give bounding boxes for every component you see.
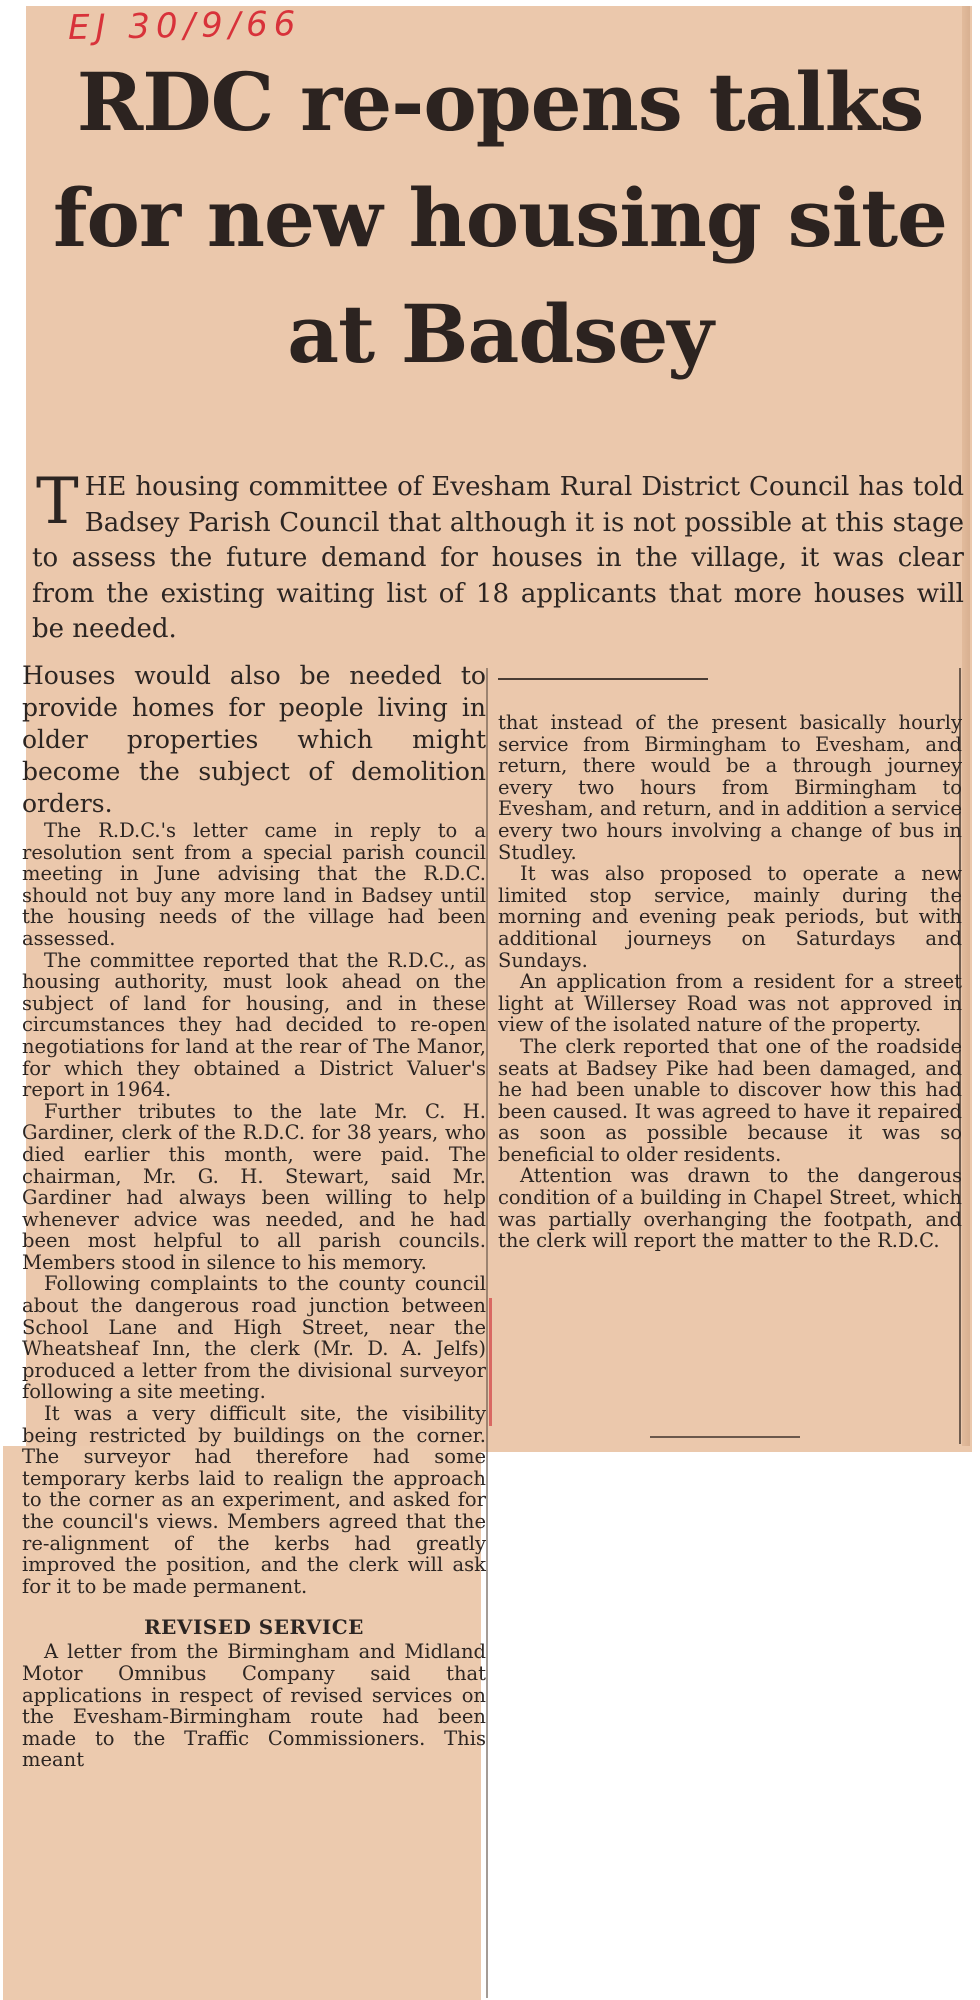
article-paragraph: The clerk reported that one of the roadside seats at Badsey Pike had been damaged, and he had been unable to discover how this had been caused. It was agreed to have it repaired as soon as possible because it was so beneficial to older residents. — [498, 1034, 962, 1166]
article-paragraph: Further tributes to the late Mr. C. H. Gardiner, clerk of the R.D.C. for 38 years, who died earlier this month, were paid. The chairman, Mr. G. H. Stewart, said Mr. Gardiner had always been willing to help whenever advice was needed, and he had been most helpful to all parish councils. Members stood in silence to his memory. — [22, 1099, 486, 1274]
column-rule-bottom — [650, 1436, 800, 1438]
article-paragraph: The committee reported that the R.D.C., as housing authority, must look ahead on the subject of land for housing, and in these circumstances they had decided to re-open negotiations for land at the rear of The Manor, for which they obtained a District Valuer's report in 1964. — [22, 948, 486, 1102]
lead-paragraph: Houses would also be needed to provide homes for people living in older properties which might become the subject of demolition orders. — [22, 661, 486, 818]
article-paragraph: The R.D.C.'s letter came in reply to a resolution sent from a special parish council meeting in June advising that the R.D.C. should not buy any more land in Badsey until the housing needs of the village had been assessed. — [22, 819, 486, 950]
article-paragraph: It was a very difficult site, the visibility being restricted by buildings on the corner. The surveyor had therefore had some temporary kerbs laid to realign the approach to the corner as an experiment, and asked for the council's views. Members agreed that the re-alignment of the kerbs had greatly improved the position, and the clerk will ask for it to be made permanent. — [22, 1402, 486, 1598]
drop-cap: T — [36, 465, 79, 539]
right-column — [498, 712, 962, 1252]
intro-paragraph — [32, 465, 964, 648]
red-margin-mark — [489, 1298, 492, 1426]
headline: RDC re-opens talks for new housing site at Badsey — [53, 55, 947, 381]
article-paragraph: that instead of the present basically hourly service from Birmingham to Evesham, and return, there would be a through journey every two hours from Birmingham to Evesham, and return, and in addition a service every two hours involving a change of bus in Studley. — [498, 711, 962, 864]
handwritten-annotation: EJ 30/9/66 — [67, 3, 302, 49]
column-divider — [486, 668, 488, 1998]
left-column — [22, 660, 486, 1771]
article-paragraph: It was also proposed to operate a new limited stop service, mainly during the morning and evening peak periods, but with additional journeys on Saturdays and Sundays. — [498, 862, 962, 972]
article-paragraph: A letter from the Birmingham and Midland Motor Omnibus Company said that applications in respect of revised services on the Evesham-Birmingham route had been made to the Traffic Commissioners. This meant — [22, 1640, 486, 1772]
article-paragraph: Following complaints to the county council about the dangerous road junction between School Lane and High Street, near the Wheatsheaf Inn, the clerk (Mr. D. A. Jelfs) produced a letter from the divisional surveyor following a site meeting. — [22, 1272, 486, 1404]
article-paragraph: Attention was drawn to the dangerous condition of a building in Chapel Street, which was partially overhanging the footpath, and the clerk will report the matter to the R.D.C. — [498, 1164, 962, 1253]
intro-text: HE housing committee of Evesham Rural District Council has told Badsey Parish Council that although it is not possible at this stage to assess the future demand for houses in the village, it was clear from the existing waiting list of 18 applicants that more houses will be needed. — [32, 472, 964, 644]
subheading: REVISED SERVICE — [144, 1615, 364, 1640]
article-paragraph: An application from a resident for a street light at Willersey Road was not approved in view of the isolated nature of the property. — [498, 970, 962, 1037]
column-rule-top — [498, 678, 708, 680]
